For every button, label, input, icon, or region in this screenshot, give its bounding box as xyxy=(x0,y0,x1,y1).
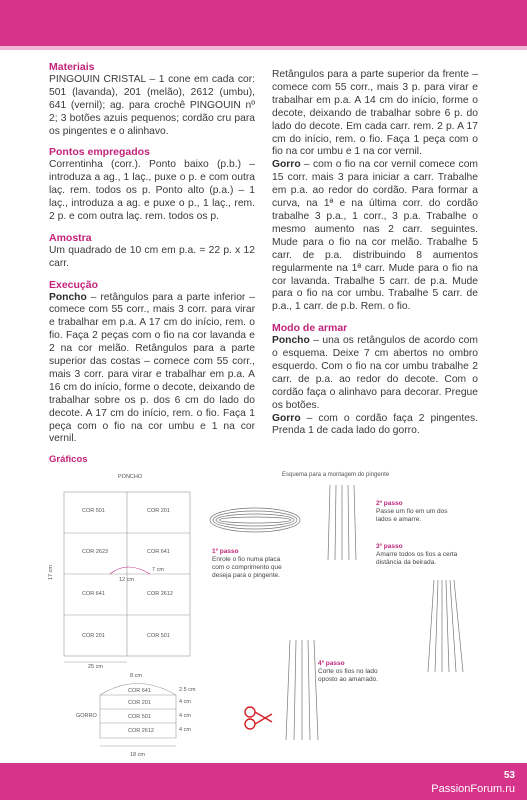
gorro-dim-2: 4 cm xyxy=(179,699,191,705)
step4-illustration xyxy=(286,640,318,740)
step1-label: 1º passo xyxy=(212,548,239,555)
gorro-dim-1: 2.5 cm xyxy=(179,687,196,693)
amostra-heading: Amostra xyxy=(49,231,92,244)
poncho-text: – retângulos para a parte inferior – comece com 55 corr., mais 3 corr. para virar e trabalhar em p.a. A 17 cm do início, rem. o fio. Faça 2 peças com o fio na cor lavanda e 2 na cor melão. Retângulos para a parte superior das costas – comece com 55 corr., mais 3 corr. para virar e trabalhar em p.a. A 16 cm do início, forme o decote, deixando de trabalhar sobre os p. dos 6 cm do lado do decote. A 17 cm do início, rem. o fio. Faça 1 peça com o fio na cor umbu e 1 na cor vernil. xyxy=(49,291,255,445)
poncho-diagram-title: PONCHO xyxy=(118,474,143,480)
poncho-cell-7: COR 201 xyxy=(82,633,105,639)
gorro-dim-4: 4 cm xyxy=(179,727,191,733)
step2-label: 2º passo xyxy=(376,500,403,507)
dim-17cm: 17 cm xyxy=(48,565,54,580)
poncho-cell-3: COR 2623 xyxy=(82,549,108,555)
modo-gorro-label: Gorro xyxy=(272,412,301,424)
frente-text: Retângulos para a parte superior da frente – comece com 55 corr., mais 3 p. para virar e trabalhar em p.a. A 14 cm do início, forme o decote, deixando de trabalhar sobre 6 p. do lado do decote. Em cada carr. rem. 2 p. A 17 cm do início, rem. o fio. Faça 1 peça com o fio na cor umbu e 1 na cor vernil. xyxy=(272,69,478,158)
poncho-cell-6: COR 2612 xyxy=(147,591,173,597)
modo-poncho-text: – una os retângulos de acordo com o esquema. Deixe 7 cm abertos no ombro esquerdo. Com o fio na cor umbu trabalhe 2 carr. de p.a. ao redor do decote. Com o cordão faça o alinhavo para decorar. Pregue os botões. xyxy=(272,335,478,411)
modo-gorro-text: – com o cordão faça 2 pingentes. Prenda 1 de cada lado do gorro. xyxy=(272,412,478,437)
poncho-cell-1: COR 501 xyxy=(82,508,105,514)
gorro-row-4: COR 2612 xyxy=(128,728,154,734)
modo-poncho-label: Poncho xyxy=(272,335,310,347)
materiais-text: PINGOUIN CRISTAL – 1 cone em cada cor: 501 (lavanda), 201 (melão), 2612 (umbu), 641 (vernil); ag. para crochê PINGOUIN nº 2; 3 botões azuis pequenos; cordão cru para os pingentes e o alinhavo. xyxy=(49,73,255,137)
step3-box xyxy=(376,543,471,567)
modo-heading: Modo de armar xyxy=(272,322,348,335)
materiais-heading: Materiais xyxy=(49,61,95,73)
dim-25cm: 25 cm xyxy=(88,664,103,670)
gorro-row-1: COR 641 xyxy=(128,688,151,694)
page-number: 53 xyxy=(503,770,515,781)
pontos-text: Correntinha (corr.). Ponto baixo (p.b.) – introduza a ag., 1 laç., puxe o p. e com outra laç. rem. todos os p. Ponto alto (p.a.) – 1 laç., introduza a ag. e puxe o p., 1 laç., rem. 2 p. e com outra laç. rem. todos os p. xyxy=(49,159,255,222)
gorro-row-2: COR 201 xyxy=(128,700,151,706)
dim-7cm: 7 cm xyxy=(152,567,164,573)
step4-text: Corte os fios no lado oposto ao amarrado. xyxy=(318,668,378,683)
step3-label: 3º passo xyxy=(376,543,403,550)
gorro-top-dim: 8 cm xyxy=(130,673,142,679)
poncho-cell-4: COR 641 xyxy=(147,549,170,555)
execucao-heading: Execução xyxy=(49,278,99,291)
poncho-cell-8: COR 501 xyxy=(147,633,170,639)
dim-12cm: 12 cm xyxy=(119,577,134,583)
step2-illustration xyxy=(328,485,356,560)
poncho-cell-5: COR 641 xyxy=(82,591,105,597)
gorro-label: Gorro xyxy=(272,159,301,171)
poncho-label: Poncho xyxy=(49,291,87,303)
gorro-bottom-dim: 18 cm xyxy=(130,752,145,758)
step1-illustration xyxy=(210,508,300,532)
amostra-text: Um quadrado de 10 cm em p.a. = 22 p. x 12 carr. xyxy=(49,244,255,269)
step4-box xyxy=(318,660,378,684)
graficos-heading: Gráficos xyxy=(49,454,88,465)
step1-box xyxy=(212,548,286,580)
gorro-row-3: COR 501 xyxy=(128,714,151,720)
poncho-grid xyxy=(64,492,190,656)
step1-text: Enrole o fio numa placa com o comprimento que deseja para o pingente. xyxy=(212,556,282,579)
step3-illustration xyxy=(428,580,463,672)
gorro-diagram-label: GORRO xyxy=(76,713,97,719)
scissors-icon xyxy=(245,707,272,729)
step2-box xyxy=(376,500,452,524)
step3-text: Amarre todos os fios a certa distância da beirada. xyxy=(376,551,458,566)
step2-text: Passe um fio em um dos lados e amarre. xyxy=(376,508,448,523)
pontos-heading: Pontos empregados xyxy=(49,146,150,159)
poncho-cell-2: COR 201 xyxy=(147,508,170,514)
gorro-text: – com o fio na cor vernil comece com 15 corr. mais 3 para iniciar a carr. Trabalhe em p.a. ao redor do cordão. Para formar a curva, na 1ª e na última corr. do cordão trabalhe 3 p.a., 1 corr., 3 p.a. Trabalhe o mesmo aumento nas 2 carr. seguintes. Mude para o fio na cor melão. Trabalhe 5 carr. de p.a. distribuindo 8 aumentos regularmente na 1ª carr. Mude para o fio na cor lavanda. Trabalhe 5 carr. de p.a. Mude para o fio na cor umbu. Trabalhe 5 carr. de p.a., 1 carr. de p.b. Rem. o fio. xyxy=(272,159,478,313)
esquema-title: Esquema para a montagem do pingente xyxy=(282,472,390,478)
gorro-dim-3: 4 cm xyxy=(179,713,191,719)
step4-label: 4º passo xyxy=(318,660,345,667)
watermark: PassionForum.ru xyxy=(431,783,515,795)
